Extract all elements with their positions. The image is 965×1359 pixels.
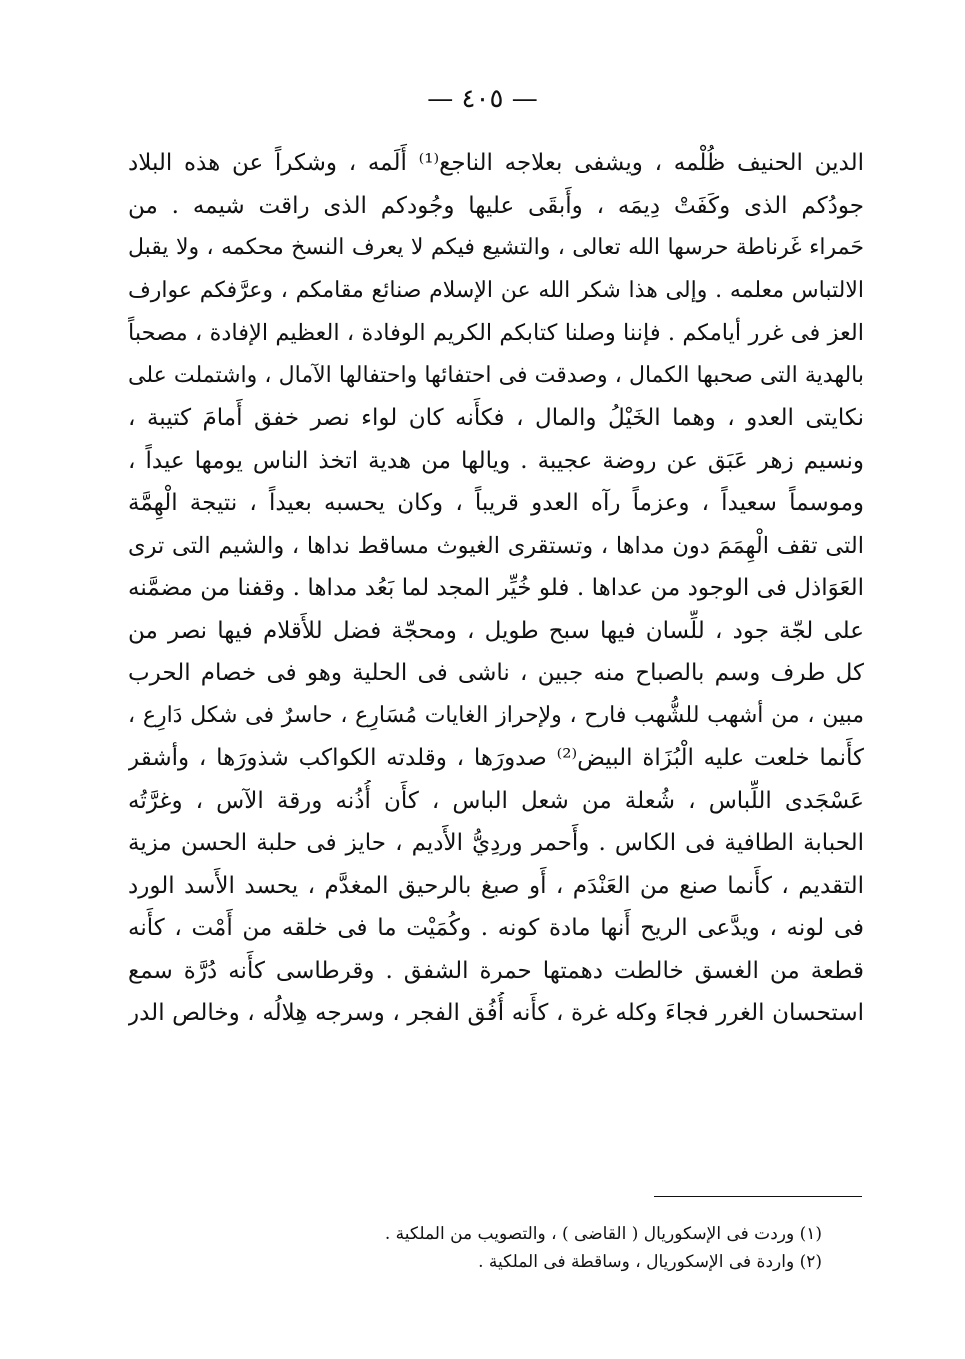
text-line: الحبابة الطافية فى الكاس . وأَحمر وردِيُّ الأَديم ، حايز فى حلبة الحسن مزية <box>128 830 864 856</box>
text-line: فى لونه ، ويدَّعى الريح أَنها مادة كونه . وكُمَيْت ما فى خلقه من أَمْت ، كأَنه <box>128 915 864 941</box>
text-line: الالتباس معلمه . وإلى هذا شكر الله عن الإسلام صنائع مقامكم ، وعرَّفكم عوارف <box>128 277 864 303</box>
footnotes <box>385 1220 822 1276</box>
text-line: التقديم ، كأَنما صنع من العَنْدَم ، أَو صبغ بالرحيق المغدَّم ، يحسد الأَسد الورد <box>128 872 864 899</box>
footnote-1: (١) وردت فى الإسكوريال ( القاضى ) ، والتصويب من الملكية . <box>384 1224 822 1244</box>
footnote-separator <box>654 1196 862 1197</box>
text-line: استحسان الغرر فجاءَ وكله غرة ، كأَنه أُفُق الفجر ، وسرجه هِلالُه ، وخالص الدر <box>128 1000 864 1026</box>
text-line: بالهدية التى صحبها الكمال ، وصدقت فى احتفائها واحتفالها الآمال ، واشتملت على <box>128 362 864 388</box>
text-line: العز فى غرر أيامكم . فإننا وصلنا كتابكم الكريم الوفادة ، العظيم الإفادة ، مصحباً <box>128 320 864 346</box>
body-text <box>128 142 864 1035</box>
text-line: التى تقف الْهِمَمَ دون مداها ، وتستقرى الغيوث مساقط نداها ، والشيم التى ترى <box>128 532 864 559</box>
text-line: الدين الحنيف ظُلْمه ، ويشفى بعلاجه الناجع⁽¹⁾ أَلَمه ، وشكراً عن هذه البلاد <box>128 150 864 176</box>
text-line: كل طرف وسم بالصباح منه جبين ، ناشى فى الحلية وهو فى خصام الحرب <box>128 660 864 686</box>
text-line: كأَنما خلعت عليه الْبُزَاة البيض⁽²⁾ صدورَها ، وقلدته الكواكب شذورَها ، وأشقر <box>128 745 864 771</box>
text-line: ونسيم زهر عَبَق عن روضة عجيبة . ويالها من هدية اتخذ الناس يومها عيداً ، <box>128 447 864 474</box>
text-line: عَسْجَدى اللِّباس ، شُعلة من شعل الباس ، كأَن أُذُنه ورقة الآس ، وغرَّتُه <box>128 787 864 814</box>
text-line: مبين ، من أشهب للشُّهب فارح ، ولإحراز الغايات مُسَارِع ، حاسرٌ فى شكل دَارِع ، <box>128 702 864 728</box>
footnote-2: (٢) واردة فى الإسكوريال ، وساقطة فى الملكية . <box>478 1252 822 1272</box>
text-line: حَمراء غَرناطة حرسها الله تعالى ، والتشيع فيكم لا يعرف النسخ محكمه ، ولا يقبل <box>128 235 864 260</box>
text-line: قطعة من الغسق خالطت دهمتها حمرة الشفق . وقرطاسى كأَنه دُرَّة سمع <box>128 957 864 984</box>
page-number: — ٤٠٥ — <box>427 84 538 114</box>
text-line: على لجّة جود ، للِّسان فيها سبح طويل ، ومحجّة فضل للأَقلام فيها نصر من <box>128 617 864 644</box>
text-line: العَوَاذل فى الوجود من عداها . فلو خُيِّر المجد لما بَعُد مداها . وقفنا من مضمَّنه <box>128 575 864 601</box>
text-line: وموسماً سعيداً ، وعزماً رآه العدو قريباً ، وكان يحسبه بعيداً ، نتيجة الْهِمَّة <box>128 490 864 516</box>
text-line: جودُكم الذى وكَفَتْ دِيمَه ، وأَبقَى عليها وجُودكم الذى راقت شيمه . من <box>128 192 864 219</box>
text-line: نكايتى العدو ، وهما الخَيْلُ والمال ، فكأَنه كان لواء نصر خفق أَمامَ كتيبة ، <box>128 405 864 431</box>
